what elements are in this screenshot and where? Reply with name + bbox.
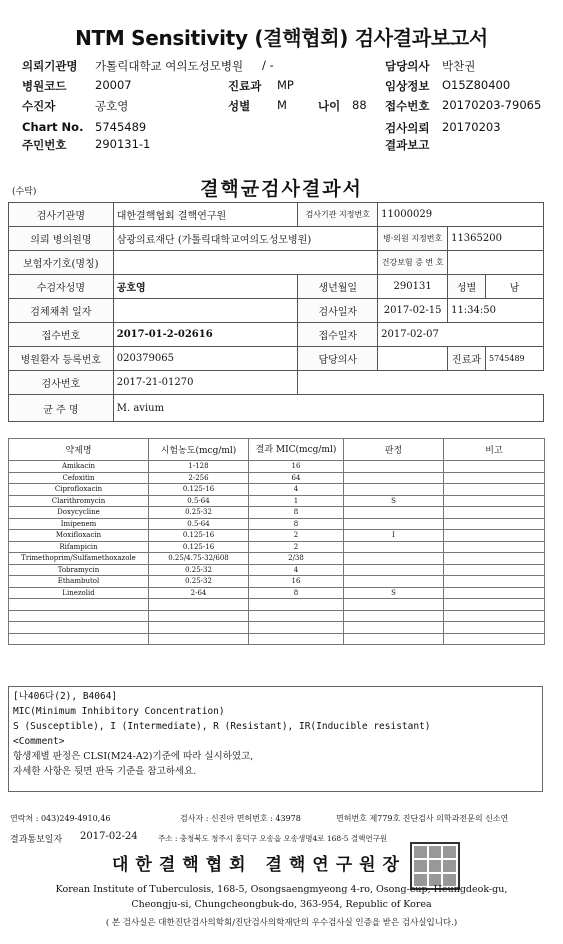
notes-box (8, 686, 543, 792)
dob-label: 생년월일 (298, 275, 378, 299)
recv-date-label: 접수일자 (298, 323, 378, 347)
test-date-label: 검사일자 (298, 299, 378, 323)
interp-cell: S (344, 495, 444, 507)
dept-label: 진료과 (228, 79, 262, 93)
report-label: 결과보고 (385, 138, 430, 152)
interp-cell (344, 507, 444, 519)
remark-cell (444, 461, 545, 473)
table-row (9, 587, 545, 599)
accession-value: 20170203-79065 (442, 98, 542, 112)
scan-dept-value: 5745489 (486, 347, 544, 371)
test-no-label: 검사번호 (9, 371, 114, 395)
address-text: 주소 : 충청북도 청주시 흥덕구 오송읍 오송생명4로 168-5 결핵연구원 (158, 834, 388, 843)
empty-cell (298, 371, 544, 395)
patient-label: 수진자 (22, 99, 56, 113)
remark-cell (444, 576, 545, 588)
scan-doctor-label: 담당의사 (298, 347, 378, 371)
insurance-label: 보험자기호(명칭) (9, 251, 114, 275)
empty-cell (249, 610, 344, 622)
drug-cell: Linezolid (9, 587, 149, 599)
table-row (9, 541, 545, 553)
req-hosp-value: 삼광의료재단 (가톨릭대학교여의도성모병원) (113, 227, 377, 251)
mic-cell: 16 (249, 576, 344, 588)
sex-label: 성별 (228, 99, 251, 113)
mic-cell: 4 (249, 564, 344, 576)
remark-header: 비고 (444, 439, 545, 461)
scan-title: 결핵균검사결과서 (200, 178, 363, 200)
interp-cell (344, 461, 444, 473)
eng-address-2: Cheongju-si, Chungcheongbuk-do, 363-954, Republic of Korea (131, 899, 432, 910)
drug-cell: Tobramycin (9, 564, 149, 576)
conc-cell: 0.5-64 (149, 495, 249, 507)
empty-cell (444, 622, 545, 634)
empty-cell (149, 610, 249, 622)
remark-cell (444, 518, 545, 530)
scan-doctor-value (378, 347, 448, 371)
conc-cell: 0.25-32 (149, 576, 249, 588)
clinical-label: 임상정보 (385, 79, 430, 93)
institution-label: 의뢰기관명 (22, 59, 78, 73)
institution-value: 가톨릭대학교 여의도성모병원 (95, 59, 244, 73)
doctor-value: 박찬권 (442, 59, 476, 73)
drug-cell: Cefoxitin (9, 472, 149, 484)
empty-row (9, 633, 545, 645)
conc-cell: 0.25-32 (149, 507, 249, 519)
patient-info-table (8, 202, 544, 422)
interp-cell: I (344, 530, 444, 542)
empty-cell (344, 599, 444, 611)
empty-cell (444, 610, 545, 622)
separator-text: / - (262, 58, 274, 72)
lab-no-value: 11000029 (378, 203, 544, 227)
conc-cell: 2-256 (149, 472, 249, 484)
mic-cell: 8 (249, 507, 344, 519)
hospital-code-label: 병원코드 (22, 79, 67, 93)
remark-cell (444, 587, 545, 599)
interp-header: 판정 (344, 439, 444, 461)
interp-cell (344, 553, 444, 565)
hosp-reg-label: 병원환자 등록번호 (9, 347, 114, 371)
cert-text: ( 본 검사실은 대한진단검사의학회/진단검사의학재단의 우수검사실 인증을 받은 검사실입니다.) (105, 918, 458, 928)
scan-sex-label: 성별 (448, 275, 486, 299)
drug-cell: Amikacin (9, 461, 149, 473)
remark-cell (444, 472, 545, 484)
mic-cell: 4 (249, 484, 344, 496)
conc-header: 시험농도(mcg/ml) (149, 439, 249, 461)
test-date-value: 2017-02-15 (378, 299, 448, 323)
hosp-no-label: 병·의원 지정번호 (378, 227, 448, 251)
table-row (9, 564, 545, 576)
lab-no-label: 검사기관 지정번호 (298, 203, 378, 227)
remark-cell (444, 564, 545, 576)
interp-cell (344, 518, 444, 530)
contact-text: 연락처 : 043)249-4910,46 (10, 814, 111, 823)
health-ins-value (448, 251, 544, 275)
conc-cell: 0.125-16 (149, 530, 249, 542)
conc-cell: 0.25-32 (149, 564, 249, 576)
patient-value: 공호영 (95, 99, 129, 113)
interp-cell (344, 484, 444, 496)
lab-name-label: 검사기관명 (9, 203, 114, 227)
notes-legend: S (Susceptible), I (Intermediate), R (Resistant), IR(Inducible resistant) (13, 721, 431, 732)
notes-line2: 자세한 사항은 뒷면 판독 기준을 참고하세요. (13, 766, 197, 777)
mic-header: 결과 MIC(mcg/ml) (249, 439, 344, 461)
hospital-code-value: 20007 (95, 78, 132, 92)
scan-sex-value: 남 (486, 275, 544, 299)
mic-cell: 2/38 (249, 553, 344, 565)
empty-cell (149, 599, 249, 611)
rrn-label: 주민번호 (22, 138, 67, 152)
drug-cell: Ciprofloxacin (9, 484, 149, 496)
director-text: 면허번호 제779호 진단검사 의학과전문의 신소연 (336, 814, 509, 823)
mic-cell: 16 (249, 461, 344, 473)
doctor-label: 담당의사 (385, 59, 430, 73)
remark-cell (444, 553, 545, 565)
empty-cell (249, 599, 344, 611)
examiner-text: 검사자 : 신진아 면허번호 : 43978 (180, 814, 301, 823)
interp-cell (344, 564, 444, 576)
request-label: 검사의뢰 (385, 121, 430, 135)
recv-no-value: 2017-01-2-02616 (113, 323, 298, 347)
sex-value: M (277, 98, 287, 112)
accession-label: 접수번호 (385, 99, 430, 113)
report-date-value: 2017-02-24 (80, 831, 138, 842)
report-title: NTM Sensitivity (결핵협회) 검사결과보고서 (75, 26, 488, 50)
drug-cell: Trimethoprim/Sulfamethoxazole (9, 553, 149, 565)
scan-dept-label: 진료과 (448, 347, 486, 371)
mic-cell: 2 (249, 530, 344, 542)
mic-cell: 8 (249, 518, 344, 530)
official-seal (410, 842, 460, 890)
drug-cell: Rifampicin (9, 541, 149, 553)
conc-cell: 1-128 (149, 461, 249, 473)
empty-cell (249, 633, 344, 645)
empty-cell (344, 622, 444, 634)
conc-cell: 0.5-64 (149, 518, 249, 530)
chart-value: 5745489 (95, 120, 147, 134)
dob-value: 290131 (378, 275, 448, 299)
mic-cell: 64 (249, 472, 344, 484)
conc-cell: 0.25/4.75-32/608 (149, 553, 249, 565)
conc-cell: 0.125-16 (149, 484, 249, 496)
health-ins-label: 건강보험 증 번 호 (378, 251, 448, 275)
empty-row (9, 599, 545, 611)
empty-cell (149, 633, 249, 645)
empty-row (9, 622, 545, 634)
interp-cell: S (344, 587, 444, 599)
empty-cell (9, 610, 149, 622)
collect-date-label: 검체채취 일자 (9, 299, 114, 323)
table-row (9, 576, 545, 588)
tag-text: (수탁) (12, 187, 37, 197)
table-row (9, 472, 545, 484)
table-row (9, 495, 545, 507)
drug-header: 약제명 (9, 439, 149, 461)
dept-value: MP (277, 78, 294, 92)
remark-cell (444, 530, 545, 542)
conc-cell: 0.125-16 (149, 541, 249, 553)
table-row (9, 484, 545, 496)
notes-comment: <Comment> (13, 736, 65, 747)
table-row (9, 507, 545, 519)
mic-cell: 8 (249, 587, 344, 599)
collect-date-value (113, 299, 298, 323)
mic-cell: 2 (249, 541, 344, 553)
drug-cell: Moxifloxacin (9, 530, 149, 542)
notes-line1: 항생제별 판정은 CLSI(M24-A2)기준에 따라 실시하였고, (13, 751, 254, 762)
eng-address-1: Korean Institute of Tuberculosis, 168-5, Osongsaengmyeong 4-ro, Osong-eup, Heungdeok-gu, (55, 884, 508, 895)
report-date-label: 결과통보일자 (10, 835, 63, 845)
org-name: 대한결핵협회 결핵연구원장 (112, 855, 406, 875)
chart-label: Chart No. (22, 120, 84, 134)
hosp-no-value: 11365200 (448, 227, 544, 251)
test-time-value: 11:34:50 (448, 299, 544, 323)
empty-cell (9, 633, 149, 645)
table-row (9, 530, 545, 542)
empty-cell (444, 599, 545, 611)
age-value: 88 (352, 98, 367, 112)
recv-date-value: 2017-02-07 (378, 323, 544, 347)
empty-cell (149, 622, 249, 634)
table-row (9, 553, 545, 565)
empty-row (9, 610, 545, 622)
age-label: 나이 (318, 99, 341, 113)
empty-cell (444, 633, 545, 645)
request-value: 20170203 (442, 120, 501, 134)
rrn-value: 290131-1 (95, 137, 151, 151)
drug-cell: Doxycycline (9, 507, 149, 519)
empty-cell (344, 633, 444, 645)
remark-cell (444, 541, 545, 553)
req-hosp-label: 의뢰 병의원명 (9, 227, 114, 251)
hosp-reg-value: 020379065 (113, 347, 298, 371)
table-row (9, 461, 545, 473)
patient-name-label: 수검자성명 (9, 275, 114, 299)
clinical-value: O15Z80400 (442, 78, 511, 92)
interp-cell (344, 541, 444, 553)
interp-cell (344, 576, 444, 588)
notes-code: [나406다(2), B4064] (13, 691, 118, 702)
test-no-value: 2017-21-01270 (113, 371, 298, 395)
drug-cell: Imipenem (9, 518, 149, 530)
drug-cell: Clarithromycin (9, 495, 149, 507)
empty-cell (9, 622, 149, 634)
notes-mic: MIC(Minimum Inhibitory Concentration) (13, 706, 225, 717)
remark-cell (444, 495, 545, 507)
lab-name-value: 대한결핵협회 결핵연구원 (113, 203, 298, 227)
interp-cell (344, 472, 444, 484)
recv-no-label: 접수번호 (9, 323, 114, 347)
strain-value: M. avium (113, 395, 543, 422)
insurance-value (113, 251, 377, 275)
strain-label: 균 주 명 (9, 395, 114, 422)
drug-cell: Ethambutol (9, 576, 149, 588)
empty-cell (249, 622, 344, 634)
table-row (9, 518, 545, 530)
empty-cell (344, 610, 444, 622)
conc-cell: 2-64 (149, 587, 249, 599)
remark-cell (444, 507, 545, 519)
susceptibility-table (8, 438, 545, 645)
empty-cell (9, 599, 149, 611)
patient-name-value: 공호영 (113, 275, 298, 299)
remark-cell (444, 484, 545, 496)
mic-cell: 1 (249, 495, 344, 507)
